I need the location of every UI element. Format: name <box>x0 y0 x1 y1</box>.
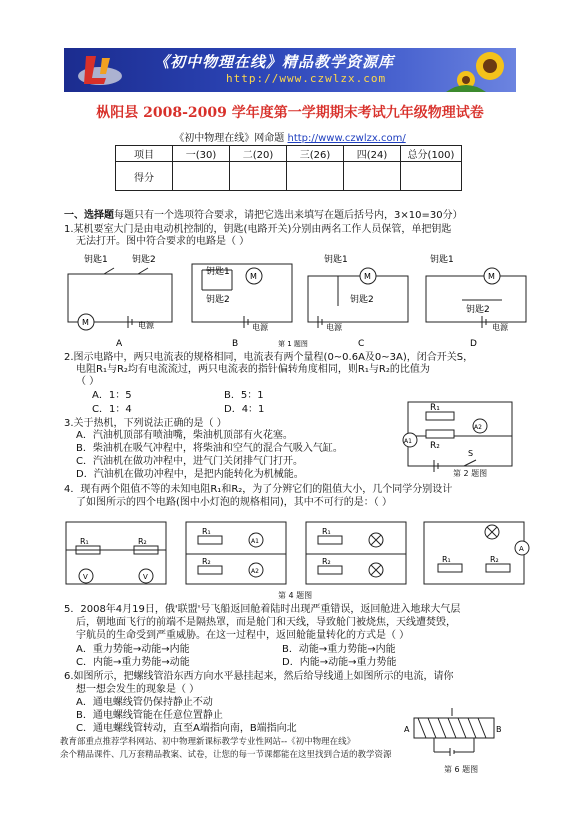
q6-option-c: C．通电螺线管转动，直至A端指向南，B端指向北 <box>76 723 297 734</box>
q4-fig-r2-d: R₂ <box>490 555 499 564</box>
q4-fig-a2: A2 <box>251 568 259 575</box>
q4-fig-r2-b: R₂ <box>202 557 211 566</box>
q4-fig-r1-b: R₁ <box>202 527 211 536</box>
q2-option-c: C．1：4 <box>92 404 132 415</box>
q6-end-b: B <box>496 725 502 734</box>
q1-option-a: A <box>116 339 123 349</box>
q1-b-key2: 钥匙2 <box>206 295 230 305</box>
score-header-cell: 一(30) <box>173 146 230 162</box>
q2-circuit-wires <box>403 402 512 472</box>
q2-option-d: D．4：1 <box>224 404 265 415</box>
q5-line3: 宇航员的生命受到严重威胁。在这一过程中，返回舱能量转化的方式是（ ） <box>76 630 410 641</box>
score-cell[interactable] <box>344 162 401 191</box>
q1-d-key2: 钥匙2 <box>466 305 490 315</box>
q4-fig-v1: V <box>83 573 88 581</box>
q4-fig-r1-c: R₁ <box>322 527 331 536</box>
q5-option-a: A．重力势能→动能→内能 <box>76 644 190 655</box>
q6-line1: 6.如图所示，把螺线管沿东西方向水平悬挂起来，然后给导线通上如图所示的电流，请你 <box>64 671 454 682</box>
q2-fig-switch: S <box>468 449 474 458</box>
q1-d-source: 电源 <box>492 323 508 332</box>
q1-c-key2: 钥匙2 <box>350 295 374 305</box>
score-header-cell: 三(26) <box>287 146 344 162</box>
q5-line2: 后，朝地面飞行的前端不是隔热罩，而是舱门和天线，导致舱门被烧焦，天线遭焚毁， <box>76 617 456 628</box>
page-footer <box>60 736 392 762</box>
q5-option-b: B．动能→重力势能→内能 <box>282 644 396 655</box>
q2-line3: （ ） <box>76 376 100 387</box>
q1-d-key1: 钥匙1 <box>430 255 454 265</box>
q1-c-source: 电源 <box>326 323 342 332</box>
q6-caption: 第 6 题图 <box>444 765 479 774</box>
q2-line2: 电阻R₁与R₂均有电流流过，两只电流表的指针偏转角度相同，则R₁与R₂的比值为 <box>76 364 430 375</box>
source-link[interactable]: http://www.czwlzx.com/ <box>287 133 406 144</box>
q1-option-c: C <box>358 339 365 349</box>
q1-line2: 无法打开。图中符合要求的电路是（ ） <box>76 236 250 247</box>
q3-option-d: D．汽油机在做功冲程中，是把内能转化为机械能。 <box>76 469 304 480</box>
q2-option-a: A．1：5 <box>92 390 132 401</box>
q5-option-d: D．内能→动能→重力势能 <box>282 657 397 668</box>
q4-fig-r1: R₁ <box>80 537 89 546</box>
section-instruction: 每题只有一个选项符合要求，请把它选出来填写在题后括号内，3×10=30分） <box>114 210 463 221</box>
q1-a-key2: 钥匙2 <box>132 255 156 265</box>
q2-caption: 第 2 题图 <box>453 469 488 478</box>
q6-line2: 想一想会发生的现象是（ ） <box>76 684 200 695</box>
q1-d-motor: M <box>488 272 495 281</box>
score-header-cell: 二(20) <box>230 146 287 162</box>
banner-url[interactable]: http://www.czwlzx.com <box>226 72 387 85</box>
q1-c-key1: 钥匙1 <box>324 255 348 265</box>
score-value-row <box>116 162 462 191</box>
q4-circuit-figure <box>60 512 530 598</box>
q4-fig-a1: A1 <box>251 538 259 545</box>
q1-line1: 1.某机要室大门是由电动机控制的，钥匙(电路开关)分别由两名工作人员保管，单把钥匙 <box>64 224 452 235</box>
page-title: 枞阳县 2008-2009 学年度第一学期期末考试九年级物理试卷 <box>96 105 484 121</box>
q3-option-a: A．汽油机顶部有喷油嘴，柴油机顶部有火花塞。 <box>76 430 293 441</box>
q2-option-b: B．5：1 <box>224 390 264 401</box>
q6-solenoid-figure <box>404 708 504 762</box>
score-cell[interactable] <box>230 162 287 191</box>
q2-fig-r2: R₂ <box>430 441 440 451</box>
score-header-cell: 总分(100) <box>401 146 462 162</box>
q6-option-a: A．通电螺线管仍保持静止不动 <box>76 697 213 708</box>
q4-caption: 第 4 题图 <box>278 591 313 600</box>
q1-circuit-d <box>426 268 526 328</box>
q1-a-source: 电源 <box>138 321 154 330</box>
score-table <box>115 145 462 191</box>
q1-option-b: B <box>232 339 239 349</box>
footer-line2: 余个精品课件、几万套精品教案、试卷，让您的每一节课都能在这里找到合适的教学资源 <box>60 750 392 760</box>
score-cell[interactable] <box>401 162 462 191</box>
q2-line1: 2.图示电路中，两只电流表的规格相同，电流表有两个量程(0~0.6A及0~3A)，闭合开关S， <box>64 352 474 363</box>
q2-circuit-figure <box>400 396 520 478</box>
q1-b-motor: M <box>250 272 257 281</box>
q4-line2: 了如图所示的四个电路(图中小灯泡的规格相同)，其中不可行的是：（ ） <box>76 497 392 508</box>
score-cell[interactable] <box>173 162 230 191</box>
q1-b-key1: 钥匙1 <box>206 267 230 277</box>
q1-option-d: D <box>470 339 477 349</box>
q4-fig-r2: R₂ <box>138 537 147 546</box>
score-cell[interactable] <box>287 162 344 191</box>
sunflower-icon <box>446 48 516 92</box>
q3-stem: 3.关于热机，下列说法正确的是（ ） <box>64 418 227 429</box>
q1-caption: 第 1 题图 <box>278 340 308 348</box>
q4-fig-v2: V <box>143 573 148 581</box>
banner-title: 《初中物理在线》精品教学资源库 <box>154 53 395 71</box>
q1-c-motor: M <box>364 272 371 281</box>
q1-a-key1: 钥匙1 <box>84 255 108 265</box>
q5-option-c: C．内能→重力势能→动能 <box>76 657 190 668</box>
q2-fig-a2: A2 <box>474 424 482 431</box>
score-row-label: 得分 <box>116 162 173 191</box>
site-logo-icon <box>72 48 132 92</box>
q1-circuit-figure <box>62 250 532 350</box>
q3-option-c: C．汽油机在做功冲程中，进气门关闭排气门打开。 <box>76 456 303 467</box>
q5-line1: 5．2008年4月19日，俄'联盟'号飞船返回舱着陆时出现严重错误，返回舱进入地球大气层 <box>64 604 461 615</box>
q6-option-b: B．通电螺线管能在任意位置静止 <box>76 710 223 721</box>
source-line <box>0 129 580 144</box>
source-prefix: 《初中物理在线》网命题 <box>174 133 288 144</box>
score-header-cell: 项目 <box>116 146 173 162</box>
q2-fig-a1: A1 <box>404 438 412 445</box>
q4-fig-r1-d: R₁ <box>442 555 451 564</box>
score-header-row <box>116 146 462 162</box>
q6-solenoid <box>414 708 494 756</box>
q6-end-a: A <box>404 725 410 734</box>
q4-fig-r2-c: R₂ <box>322 557 331 566</box>
score-header-cell: 四(24) <box>344 146 401 162</box>
q1-a-motor: M <box>82 318 89 327</box>
q4-fig-a: A <box>519 545 524 553</box>
q3-option-b: B．柴油机在吸气冲程中，将柴油和空气的混合气吸入气缸。 <box>76 443 343 454</box>
q4-circuits <box>66 522 529 584</box>
section-title: 一、选择题 <box>64 210 114 221</box>
site-banner <box>64 48 516 92</box>
q1-b-source: 电源 <box>252 323 268 332</box>
footer-line1: 教育部重点推荐学科网站、初中物理新课标教学专业性网站--《初中物理在线》 <box>60 737 356 747</box>
q4-line1: 4．现有两个阻值不等的未知电阻R₁和R₂，为了分辨它们的阻值大小，几个同学分别设计 <box>64 484 453 495</box>
section-heading <box>64 210 463 222</box>
q2-fig-r1: R₁ <box>430 403 440 413</box>
